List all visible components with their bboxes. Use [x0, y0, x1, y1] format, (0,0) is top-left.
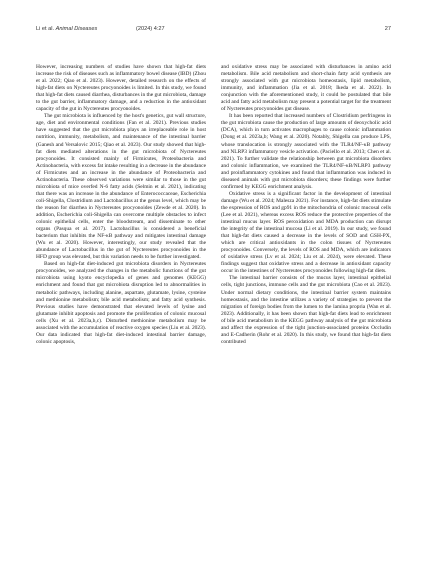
- journal-citation: [36, 26, 97, 32]
- page-number: 27: [384, 26, 391, 32]
- paragraph: and oxidative stress may be associated with disturbances in amino acid metabolism. Bile acid metabolism and short-chain fatty acid synthesis are strongly associated with gut microbiota homeostasis, lipid metabolism, immunity, and inflammation (Jia et al. 2018; Ikeda et al. 2022). In conjunction with the aforementioned study, it could be postulated that bile acid and fatty acid metabolism may present a potential target for the treatment of Nyctereutes procyonoides gut disease.: [221, 64, 391, 113]
- paragraph: However, increasing numbers of studies have shown that high-fat diets increase the risk of diseases such as inflammatory bowel disease (IBD) (Zhou et al. 2022; Qiao et al. 2023). However, detailed research on the effects of high-fat diets on Nyctereutes procyonoides is limited. In this study, we found that high-fat diets caused diarrhea, disturbances in the gut microbiota, damage to the gut barrier, inflammatory damage, and a reduction in the antioxidant capacity of the gut in Nyctereutes procyonoides.: [36, 64, 207, 113]
- journal-name: Animal Diseases: [55, 26, 98, 32]
- running-header: [36, 26, 391, 36]
- paragraph: Oxidative stress is a significant factor in the development of intestinal damage (Wu et al. 2024; Malesza 2021). For instance, high-fat diets stimulate the expression of ROS and gp91 in the mitochondria of colonic mucosal cells (Lee et al. 2021), whereas excess ROS reduce the protective properties of the intestinal mucus layer. ROS peroxidation and MDA production can disrupt the integrity of the intestinal mucosa (Li et al. 2019). In our study, we found that high-fat diets caused a decrease in the levels of SOD and GSH-PX, which are critical antioxidants in the colon tissues of Nyctereutes procyonoides. Conversely, the levels of ROS and MDA, which are indicators of oxidative stress (Lv et al. 2024; Liu et al. 2024), were elevated. These findings suggest that oxidative stress and a decrease in antioxidant capacity occur in the intestines of Nyctereutes procyonoides following high-fat diets.: [221, 190, 391, 275]
- journal-authors: Li et al.: [36, 26, 56, 32]
- paragraph: Based on high-fat diet-induced gut microbiota disorders in Nyctereutes procyonoides, we analyzed the changes in the metabolic functions of the gut microbiota using kyoto encyclopedia of genes and genomes (KEGG) enrichment and found that gut microbiota disruption led to abnormalities in metabolic pathways, including alanine, aspartate, glutamate, lysine, cysteine and methionine metabolism; bile acid metabolism; and fatty acid synthesis. Previous studies have demonstrated that elevated levels of lysine and glutamate inhibit apoptosis and promote the proliferation of colonic mucosal cells (Xu et al. 2023a,b,c). Disturbed methionine metabolism may be associated with the accumulation of reactive oxygen species (Liu et al. 2023). Our data indicated that high-fat diet-induced intestinal barrier damage, colonic apoptosis,: [36, 261, 206, 345]
- paragraph: It has been reported that increased numbers of Clostridium perfringens in the gut microbiota cause the production of large amounts of deoxycholic acid (DCA), which in turn activates macrophages to cause colonic inflammation (Dong et al. 2023a,b; Wang et al. 2020). Notably, Shigella can produce LPS, whose translocation is strongly associated with the TLR4/NF-κB pathway and NLRP3 inflammatory vesicle activation. (Paciello et al. 2013; Chen et al. 2021). To further validate the relationship between gut microbiota disorders and colonic inflammation, we examined the TLR4/NF-κB/NLRP3 pathway and proinflammatory cytokines and found that inflammation was induced in diseased animals with gut microbiota disorders; these findings were further confirmed by KEGG enrichment analysis.: [221, 113, 391, 190]
- left-column: [36, 64, 206, 346]
- volume-info: (2024) 4:27: [136, 26, 165, 32]
- paragraph: The gut microbiota is influenced by the host's genetics, gut wall structure, age, diet and environmental conditions (Fan et al. 2021). Previous studies have suggested that the gut microbiota plays an irreplaceable role in host nutrition, immunity, metabolism, and maintenance of the intestinal barrier (Ganesh and Versalovic 2015; Qiao et al. 2023). Our study showed that high-fat diets mediated alterations in the gut microbiota of Nyctereutes procyonoides. It consisted mainly of Firmicutes, Proteobacteria and Actinobacteria, with excess fat intake resulting in a decrease in the abundance of Firmicutes and an increase in the abundance of Proteobacteria and Actinobacteria. These observed variations were similar to those in the gut microbiota of mice overfed N-6 fatty acids (Selmin et al. 2021), indicating that there was an increase in the abundance of Enterococcaceae, Escherichia coli-Shigella, Clostridium and Lactobacillus at the genus level, which may be the reason for diarrhea in Nyctereutes procyonoides (Zewde et al. 2020). In addition, Escherichia coli-Shigella can overcome multiple obstacles to infect colonic epithelial cells, enter the bloodstream, and disseminate to other organs (Pasqua et al. 2017). Lactobacillus is considered a beneficial bacterium that inhibits the NF-κB pathway and mitigates intestinal damage (Wu et al. 2020). However, interestingly, our study revealed that the abundance of Lactobacillus in the gut of Nyctereutes procyonoides in the HFD group was elevated, but this variation needs to be further investigated.: [36, 113, 206, 261]
- paragraph: The intestinal barrier consists of the mucus layer, intestinal epithelial cells, tight junctions, immune cells and the gut microbiota (Cao et al. 2023). Under normal dietary conditions, the intestinal barrier system maintains homeostasis, and the intestine utilizes a variety of strategies to prevent the migration of foreign bodies from the lumen to the lamina propria (Wan et al. 2023). Additionally, it has been shown that high-fat diets lead to enrichment of bile acid metabolism in the KEGG pathway analysis of the gut microbiota and affect the expression of the tight junction-associated proteins Occludin and E-Cadherin (Rohr et al. 2020). In this study, we found that high-fat diets contributed: [221, 275, 391, 345]
- right-column: [221, 64, 391, 346]
